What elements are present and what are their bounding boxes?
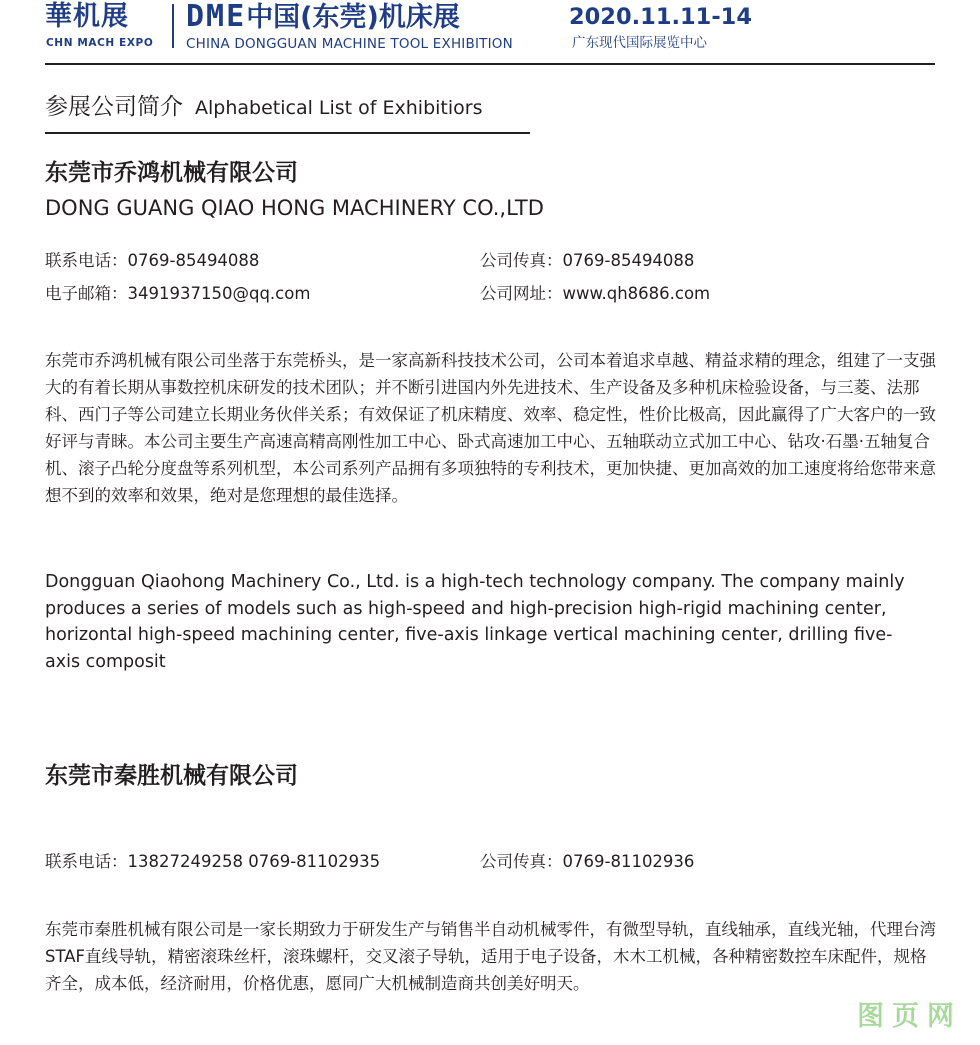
exhibition-venue: 广东现代国际展览中心 [572,35,707,51]
header [45,0,935,64]
section-title-underline [45,132,530,134]
company-name-en: DONG GUANG QIAO HONG MACHINERY CO.,LTD [45,196,544,220]
dme-logo: DME [186,0,247,34]
watermark-logo: 图页网 [857,1001,962,1032]
section-title [45,88,483,121]
logo-divider [172,4,174,48]
exhibition-title-cn: 中国(东莞)机床展 [246,2,460,33]
company-fax: 公司传真：0769-81102936 [480,852,695,871]
expo-logo-text: 華机展 [45,1,129,32]
company-fax: 公司传真：0769-85494088 [480,251,695,270]
expo-logo-subtitle: CHN MACH EXPO [46,37,154,49]
exhibition-subtitle-en: CHINA DONGGUAN MACHINE TOOL EXHIBITION [186,36,513,52]
section-title-cn: 参展公司简介 [45,94,183,120]
section-title-en: Alphabetical List of Exhibitiors [195,97,483,119]
company-description-cn: 东莞市乔鸿机械有限公司坐落于东莞桥头，是一家高新科技技术公司，公司本着追求卓越、精益求精的理念，组建了一支强大的有着长期从事数控机床研发的技术团队；并不断引进国内外先进技术、生产设备及多种机床检验设备，与三菱、法那科、西门子等公司建立长期业务伙伴关系；有效保证了机床精度、效率、稳定性，性价比极高，因此赢得了广大客户的一致好评与青睐。本公司主要生产高速高精高刚性加工中心、卧式高速加工中心、五轴联动立式加工中心、钻攻·石墨·五轴复合机、滚子凸轮分度盘等系列机型，本公司系列产品拥有多项独特的专利技术，更加快捷、更加高效的加工速度将给您带来意想不到的效率和效果，绝对是您理想的最佳选择。 [45,351,936,505]
company-phone: 联系电话：13827249258 0769-81102935 [45,852,381,871]
company-description-en: Dongguan Qiaohong Machinery Co., Ltd. is a high-tech technology company. The company mainly produces a series of models such as high-speed and high-precision high-rigid machining center, horizontal high-speed machining center, five-axis linkage vertical machining center, drilling five-axis composit [45,572,905,672]
company-description-cn: 东莞市秦胜机械有限公司是一家长期致力于研发生产与销售半自动机械零件，有微型导轨，直线轴承，直线光轴，代理台湾STAF直线导轨，精密滚珠丝杆，滚珠螺杆，交叉滚子导轨，适用于电子设备，木木工机械，各种精密数控车床配件，规格齐全，成本低，经济耐用，价格优惠，愿同广大机械制造商共创美好明天。 [45,920,936,993]
header-divider [45,63,935,65]
company-name-cn: 东莞市乔鸿机械有限公司 [45,160,298,186]
exhibition-title [186,0,460,35]
company-website: 公司网址：www.qh8686.com [480,284,711,303]
company-phone: 联系电话：0769-85494088 [45,251,260,270]
company-name-cn: 东莞市秦胜机械有限公司 [45,763,298,789]
exhibition-date: 2020.11.11-14 [569,4,752,30]
company-email: 电子邮箱：3491937150@qq.com [45,284,311,303]
